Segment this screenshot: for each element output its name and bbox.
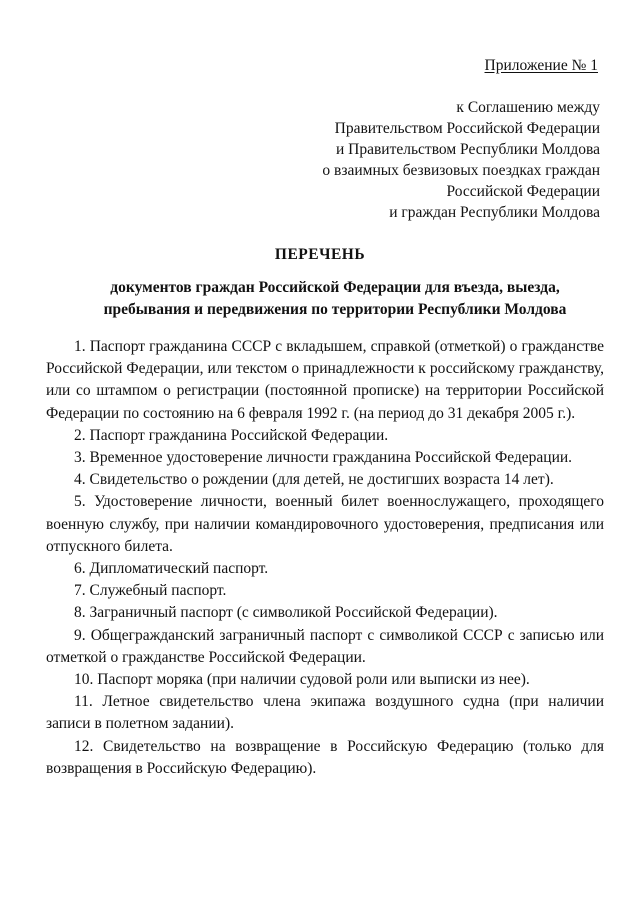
- list-item: 2. Паспорт гражданина Российской Федерации.: [74, 426, 389, 444]
- agreement-reference: [322, 97, 600, 223]
- agreement-ref-line: и Правительством Республики Молдова: [335, 141, 600, 158]
- document-list: [46, 336, 604, 780]
- document-subtitle: [70, 277, 600, 321]
- agreement-ref-line: к Соглашению между: [456, 99, 600, 116]
- list-item: 3. Временное удостоверение личности гражданина Российской Федерации.: [74, 449, 573, 467]
- agreement-ref-line: Правительством Российской Федерации: [334, 120, 600, 137]
- list-item: 4. Свидетельство о рождении (для детей, не достигших возраста 14 лет).: [74, 471, 554, 489]
- list-item: 7. Служебный паспорт.: [74, 582, 227, 600]
- appendix-label: Приложение № 1: [484, 57, 598, 74]
- list-item: 10. Паспорт моряка (при наличии судовой роли или выписки из нее).: [74, 671, 530, 689]
- list-item: 11. Летное свидетельство члена экипажа воздушного судна (при наличии записи в полетном задании).: [46, 693, 604, 733]
- list-item: 9. Общегражданский заграничный паспорт с символикой СССР с записью или отметкой о гражданстве Российской Федерации.: [46, 626, 604, 666]
- list-item: 6. Дипломатический паспорт.: [74, 560, 269, 578]
- agreement-ref-line: и граждан Республики Молдова: [389, 204, 600, 221]
- subtitle-line: пребывания и передвижения по территории Республики Молдова: [103, 301, 567, 318]
- agreement-ref-line: Российской Федерации: [446, 183, 600, 200]
- document-title: ПЕРЕЧЕНЬ: [274, 246, 366, 263]
- subtitle-line: документов граждан Российской Федерации для въезда, выезда,: [110, 279, 560, 296]
- agreement-ref-line: о взаимных безвизовых поездках граждан: [322, 162, 600, 179]
- list-item: 8. Заграничный паспорт (с символикой Российской Федерации).: [74, 604, 498, 622]
- list-item: 1. Паспорт гражданина СССР с вкладышем, справкой (отметкой) о гражданстве Российской Федерации, или текстом о принадлежности к российскому гражданству, или со штампом о регистрации (постоянной прописке) на территории Российской Федерации по состоянию на 6 февраля 1992 г. (на период до 31 декабря 2005 г.).: [46, 338, 604, 422]
- list-item: 12. Свидетельство на возвращение в Российскую Федерацию (только для возвращения в Российскую Федерацию).: [46, 737, 604, 777]
- list-item: 5. Удостоверение личности, военный билет военнослужащего, проходящего военную службу, при наличии командировочного удостоверения, предписания или отпускного билета.: [46, 493, 604, 555]
